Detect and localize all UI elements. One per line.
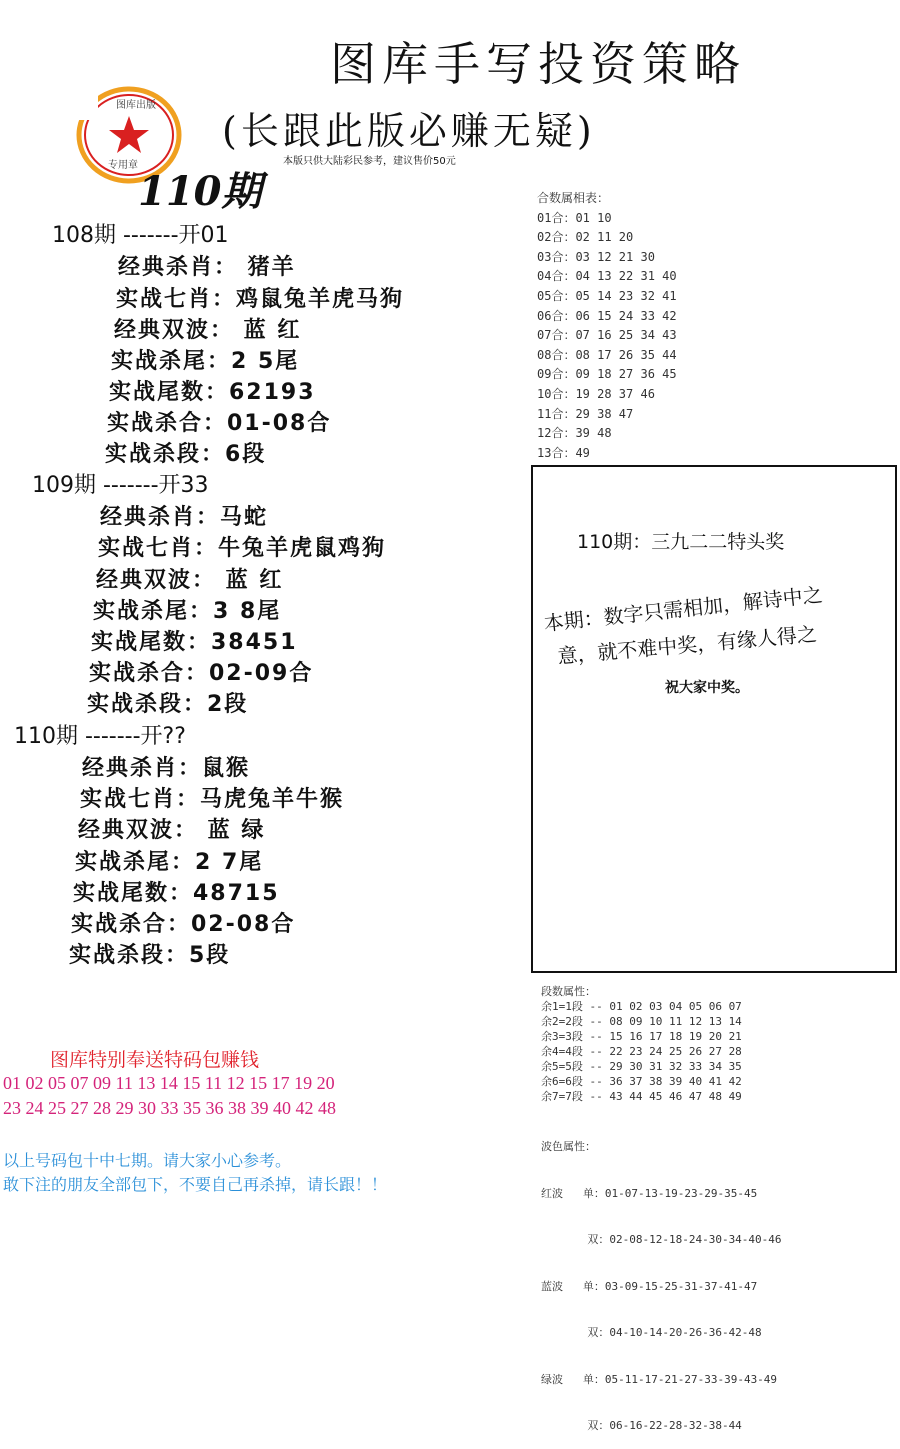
period-row: 实战杀尾：3 8尾 (93, 599, 282, 624)
wave-table-row: 红波 单：01-07-13-19-23-29-35-45 (541, 1186, 758, 1200)
period-header: 110期 -------开?? (14, 724, 186, 749)
promo-numbers-line-1: 01 02 05 07 09 11 13 14 15 11 12 15 17 19 20 (3, 1073, 335, 1093)
duan-table-row: 余7=7段 -- 43 44 45 46 47 48 49 (541, 1090, 742, 1103)
wave-table-row: 双：06-16-22-28-32-38-44 (541, 1419, 742, 1432)
period-row: 经典杀肖：马蛇 (100, 505, 269, 530)
he-table (537, 189, 677, 463)
period-row: 实战杀合：01-08合 (107, 411, 332, 436)
he-table-row: 11合：29 38 47 (537, 406, 634, 421)
he-table-row: 13合：49 (537, 445, 590, 460)
period-row: 实战尾数：38451 (91, 630, 298, 655)
wave-table-row: 双：04-10-14-20-26-36-42-48 (541, 1326, 762, 1339)
period-row: 实战七肖：牛兔羊虎鼠鸡狗 (98, 536, 387, 561)
advice-line-1: 以上号码包十中七期。请大家小心参考。 (3, 1151, 292, 1170)
duan-table-row: 余6=6段 -- 36 37 38 39 40 41 42 (541, 1075, 742, 1088)
wave-table (541, 1108, 782, 1449)
period-row: 实战杀合：02-09合 (89, 661, 314, 686)
page-title: 图库手写投资策略 (330, 37, 746, 91)
period-row: 实战尾数：62193 (109, 380, 316, 405)
period-row: 经典杀肖： 猪羊 (118, 255, 296, 280)
period-row: 经典杀肖：鼠猴 (82, 756, 251, 781)
wave-table-row: 双：02-08-12-18-24-30-34-40-46 (541, 1233, 782, 1246)
period-header: 108期 -------开01 (52, 223, 229, 248)
price-note: 本版只供大陆彩民参考，建议售价50元 (283, 156, 456, 167)
period-header: 109期 -------开33 (32, 473, 209, 498)
he-table-row: 08合：08 17 26 35 44 (537, 347, 677, 362)
period-row: 经典双波： 蓝 红 (114, 318, 302, 343)
period-row: 实战七肖：马虎兔羊牛猴 (80, 787, 345, 812)
stamp-top-text: 图库出版 (116, 100, 156, 111)
period-row: 实战杀合：02-08合 (71, 912, 296, 937)
box-line-1: 110期：三九二二特头奖 (577, 531, 785, 553)
duan-table-row: 余2=2段 -- 08 09 10 11 12 13 14 (541, 1015, 742, 1028)
wave-table-title: 波色属性： (541, 1140, 596, 1153)
box-wish: 祝大家中奖。 (665, 680, 749, 696)
period-row: 实战七肖：鸡鼠兔羊虎马狗 (116, 287, 405, 312)
wave-table-row: 蓝波 单：03-09-15-25-31-37-41-47 (541, 1279, 758, 1293)
he-table-title: 合数属相表： (537, 191, 610, 205)
stamp-bottom-text: 专用章 (108, 160, 138, 171)
he-table-row: 04合：04 13 22 31 40 (537, 269, 677, 284)
promo-numbers-line-2: 23 24 25 27 28 29 30 33 35 36 38 39 40 42 48 (3, 1098, 336, 1118)
he-table-row: 03合：03 12 21 30 (537, 249, 655, 264)
issue-heading: 110期 (138, 168, 262, 215)
duan-table-title: 段数属性： (541, 985, 596, 998)
he-table-row: 07合：07 16 25 34 43 (537, 328, 677, 343)
duan-table-row: 余3=3段 -- 15 16 17 18 19 20 21 (541, 1030, 742, 1043)
period-row: 实战杀尾：2 7尾 (75, 850, 264, 875)
page-subtitle: (长跟此版必赚无疑) (222, 109, 596, 153)
duan-table-row: 余1=1段 -- 01 02 03 04 05 06 07 (541, 1000, 742, 1013)
period-row: 实战杀段：6段 (105, 442, 267, 467)
period-row: 经典双波： 蓝 红 (96, 568, 284, 593)
period-row: 实战杀段：2段 (87, 692, 249, 717)
he-table-row: 02合：02 11 20 (537, 230, 634, 245)
he-table-row: 05合：05 14 23 32 41 (537, 288, 677, 303)
he-table-row: 12合：39 48 (537, 426, 612, 441)
duan-table-row: 余5=5段 -- 29 30 31 32 33 34 35 (541, 1060, 742, 1073)
duan-table (541, 984, 742, 1104)
period-row: 实战尾数：48715 (73, 881, 280, 906)
period-row: 实战杀尾：2 5尾 (111, 349, 300, 374)
period-row: 经典双波： 蓝 绿 (78, 818, 266, 843)
promo-title: 图库特别奉送特码包赚钱 (50, 1049, 260, 1071)
box-line-2: 本期：数字只需相加，解诗中之 (542, 582, 824, 636)
prediction-box (531, 465, 897, 973)
he-table-row: 06合：06 15 24 33 42 (537, 308, 677, 323)
period-row: 实战杀段：5段 (69, 943, 231, 968)
he-table-row: 01合：01 10 (537, 210, 612, 225)
he-table-row: 10合：19 28 37 46 (537, 386, 655, 401)
wave-table-row: 绿波 单：05-11-17-21-27-33-39-43-49 (541, 1372, 778, 1386)
he-table-row: 09合：09 18 27 36 45 (537, 367, 677, 382)
duan-table-row: 余4=4段 -- 22 23 24 25 26 27 28 (541, 1045, 742, 1058)
box-line-3: 意，就不难中奖，有缘人得之 (556, 621, 818, 669)
advice-line-2: 敢下注的朋友全部包下，不要自己再杀掉，请长跟！！ (3, 1175, 388, 1194)
